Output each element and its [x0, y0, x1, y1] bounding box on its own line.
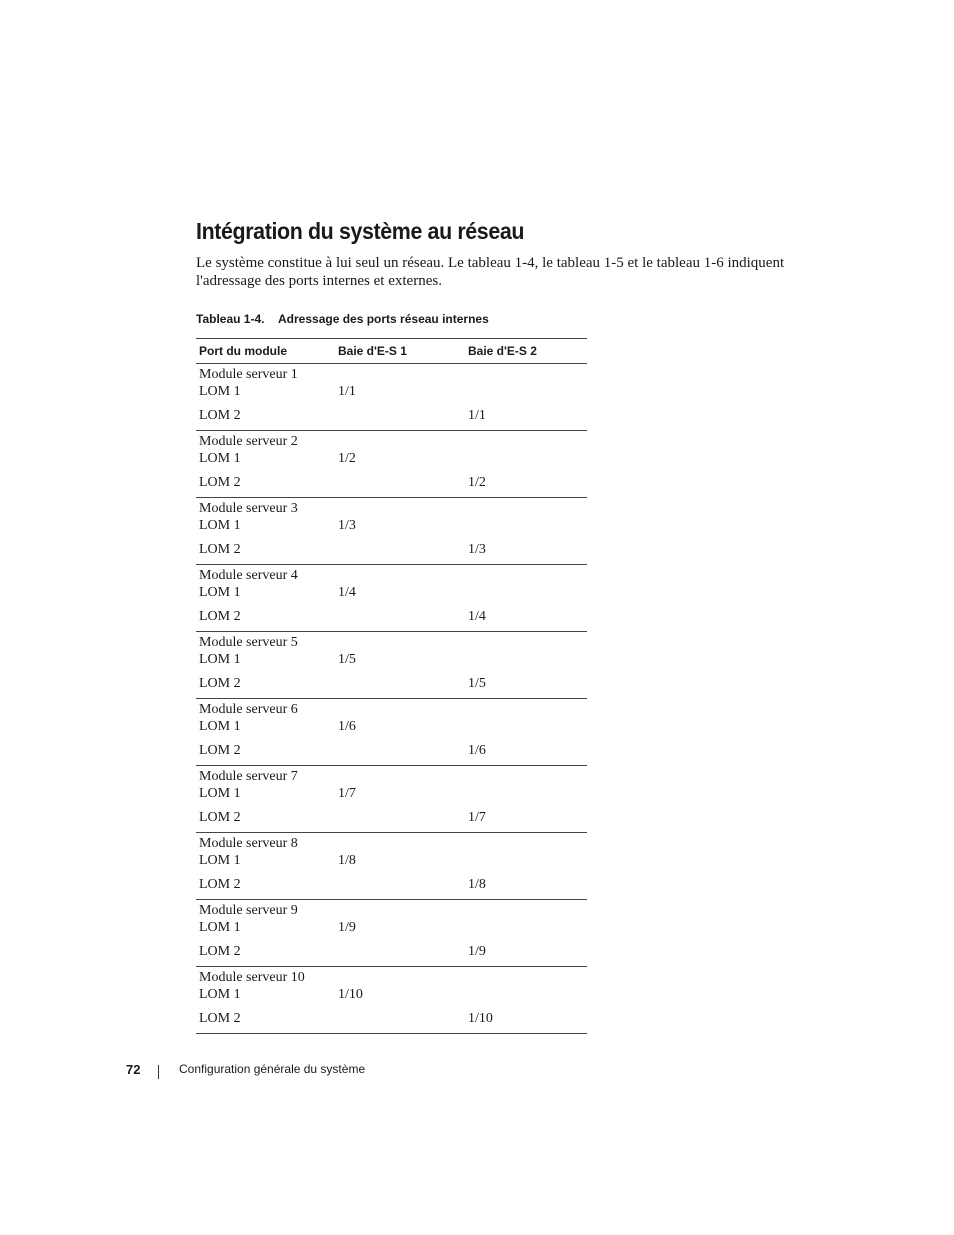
header-baie-es-2: Baie d'E-S 2 — [468, 344, 537, 358]
table-row — [196, 919, 587, 936]
table-caption — [196, 310, 489, 328]
table-row — [196, 383, 587, 400]
lom2-bay2-value-2: 1/2 — [468, 474, 486, 490]
lom2-bay2-value-3: 1/3 — [468, 541, 486, 557]
lom1-label-5: LOM 1 — [199, 651, 241, 667]
header-port-du-module: Port du module — [199, 344, 287, 358]
table-row — [196, 450, 587, 467]
lom2-label-9: LOM 2 — [199, 943, 241, 959]
footer-chapter-title: Configuration générale du système — [179, 1062, 366, 1076]
lom1-label-10: LOM 1 — [199, 986, 241, 1002]
empty-cell — [335, 735, 465, 766]
lom2-bay2-value-9: 1/9 — [468, 943, 486, 959]
empty-cell — [465, 785, 587, 802]
table-row — [196, 699, 587, 718]
table-row — [196, 900, 587, 919]
lom2-bay2-value-8: 1/8 — [468, 876, 486, 892]
table-row — [196, 735, 587, 766]
module-name-5: Module serveur 5 — [199, 634, 298, 650]
empty-cell — [335, 565, 465, 584]
lom2-bay2-value-5: 1/5 — [468, 675, 486, 691]
table-header-row — [196, 339, 587, 364]
module-name-9: Module serveur 9 — [199, 902, 298, 918]
footer-separator — [158, 1065, 159, 1079]
empty-cell — [335, 601, 465, 632]
table-caption-label: Tableau 1-4. — [196, 312, 265, 326]
empty-cell — [335, 766, 465, 785]
table-row — [196, 1003, 587, 1034]
empty-cell — [335, 400, 465, 431]
empty-cell — [465, 852, 587, 869]
lom1-bay1-value-10: 1/10 — [338, 986, 363, 1002]
empty-cell — [465, 450, 587, 467]
empty-cell — [465, 517, 587, 534]
empty-cell — [335, 431, 465, 450]
empty-cell — [465, 967, 587, 986]
lom1-bay1-value-6: 1/6 — [338, 718, 356, 734]
module-name-2: Module serveur 2 — [199, 433, 298, 449]
empty-cell — [335, 534, 465, 565]
lom2-label-3: LOM 2 — [199, 541, 241, 557]
empty-cell — [335, 668, 465, 699]
table-row — [196, 584, 587, 601]
lom1-label-1: LOM 1 — [199, 383, 241, 399]
lom2-bay2-value-1: 1/1 — [468, 407, 486, 423]
empty-cell — [335, 364, 465, 383]
table-row — [196, 766, 587, 785]
table-row — [196, 967, 587, 986]
lom1-bay1-value-9: 1/9 — [338, 919, 356, 935]
empty-cell — [465, 632, 587, 651]
lom1-bay1-value-3: 1/3 — [338, 517, 356, 533]
empty-cell — [465, 565, 587, 584]
empty-cell — [465, 986, 587, 1003]
lom2-bay2-value-4: 1/4 — [468, 608, 486, 624]
header-baie-es-1: Baie d'E-S 1 — [338, 344, 407, 358]
lom1-label-7: LOM 1 — [199, 785, 241, 801]
lom2-label-2: LOM 2 — [199, 474, 241, 490]
lom1-bay1-value-2: 1/2 — [338, 450, 356, 466]
empty-cell — [465, 584, 587, 601]
module-name-7: Module serveur 7 — [199, 768, 298, 784]
empty-cell — [335, 869, 465, 900]
lom2-label-4: LOM 2 — [199, 608, 241, 624]
empty-cell — [465, 919, 587, 936]
empty-cell — [465, 699, 587, 718]
lom2-label-5: LOM 2 — [199, 675, 241, 691]
table-row — [196, 517, 587, 534]
table-row — [196, 601, 587, 632]
empty-cell — [465, 364, 587, 383]
empty-cell — [465, 766, 587, 785]
lom1-bay1-value-4: 1/4 — [338, 584, 356, 600]
table-row — [196, 651, 587, 668]
table-row — [196, 668, 587, 699]
table-row — [196, 364, 587, 383]
empty-cell — [335, 900, 465, 919]
empty-cell — [465, 498, 587, 517]
table-row — [196, 852, 587, 869]
table-row — [196, 534, 587, 565]
module-name-3: Module serveur 3 — [199, 500, 298, 516]
module-name-4: Module serveur 4 — [199, 567, 298, 583]
lom1-bay1-value-7: 1/7 — [338, 785, 356, 801]
module-name-1: Module serveur 1 — [199, 366, 298, 382]
lom2-bay2-value-10: 1/10 — [468, 1010, 493, 1026]
table-row — [196, 565, 587, 584]
table-row — [196, 833, 587, 852]
section-title: Intégration du système au réseau — [196, 218, 525, 244]
lom2-label-8: LOM 2 — [199, 876, 241, 892]
table-row — [196, 986, 587, 1003]
lom2-label-10: LOM 2 — [199, 1010, 241, 1026]
page-footer — [0, 1061, 954, 1081]
lom2-bay2-value-6: 1/6 — [468, 742, 486, 758]
lom1-bay1-value-8: 1/8 — [338, 852, 356, 868]
table-body — [196, 364, 587, 1034]
intro-paragraph: Le système constitue à lui seul un réseau. Le tableau 1-4, le tableau 1-5 et le tableau 1-6 indiquent l'adressage des ports internes et externes. — [196, 255, 785, 289]
table-row — [196, 936, 587, 967]
lom2-label-6: LOM 2 — [199, 742, 241, 758]
table-row — [196, 785, 587, 802]
empty-cell — [335, 967, 465, 986]
port-addressing-table — [196, 338, 587, 1034]
empty-cell — [335, 467, 465, 498]
empty-cell — [465, 718, 587, 735]
table-row — [196, 467, 587, 498]
lom1-bay1-value-5: 1/5 — [338, 651, 356, 667]
lom2-label-1: LOM 2 — [199, 407, 241, 423]
lom1-label-4: LOM 1 — [199, 584, 241, 600]
empty-cell — [335, 632, 465, 651]
empty-cell — [335, 699, 465, 718]
lom1-bay1-value-1: 1/1 — [338, 383, 356, 399]
empty-cell — [335, 802, 465, 833]
lom2-bay2-value-7: 1/7 — [468, 809, 486, 825]
empty-cell — [465, 431, 587, 450]
table-row — [196, 431, 587, 450]
empty-cell — [335, 833, 465, 852]
table-row — [196, 869, 587, 900]
module-name-6: Module serveur 6 — [199, 701, 298, 717]
lom1-label-2: LOM 1 — [199, 450, 241, 466]
table-row — [196, 498, 587, 517]
page-number: 72 — [126, 1062, 141, 1077]
lom1-label-9: LOM 1 — [199, 919, 241, 935]
module-name-10: Module serveur 10 — [199, 969, 305, 985]
module-name-8: Module serveur 8 — [199, 835, 298, 851]
empty-cell — [465, 383, 587, 400]
empty-cell — [465, 833, 587, 852]
table-row — [196, 718, 587, 735]
empty-cell — [465, 651, 587, 668]
lom2-label-7: LOM 2 — [199, 809, 241, 825]
table-row — [196, 400, 587, 431]
lom1-label-3: LOM 1 — [199, 517, 241, 533]
table-row — [196, 632, 587, 651]
table-caption-title: Adressage des ports réseau internes — [278, 312, 489, 326]
table-row — [196, 802, 587, 833]
empty-cell — [335, 1003, 465, 1034]
lom1-label-6: LOM 1 — [199, 718, 241, 734]
lom1-label-8: LOM 1 — [199, 852, 241, 868]
empty-cell — [335, 498, 465, 517]
empty-cell — [465, 900, 587, 919]
empty-cell — [335, 936, 465, 967]
